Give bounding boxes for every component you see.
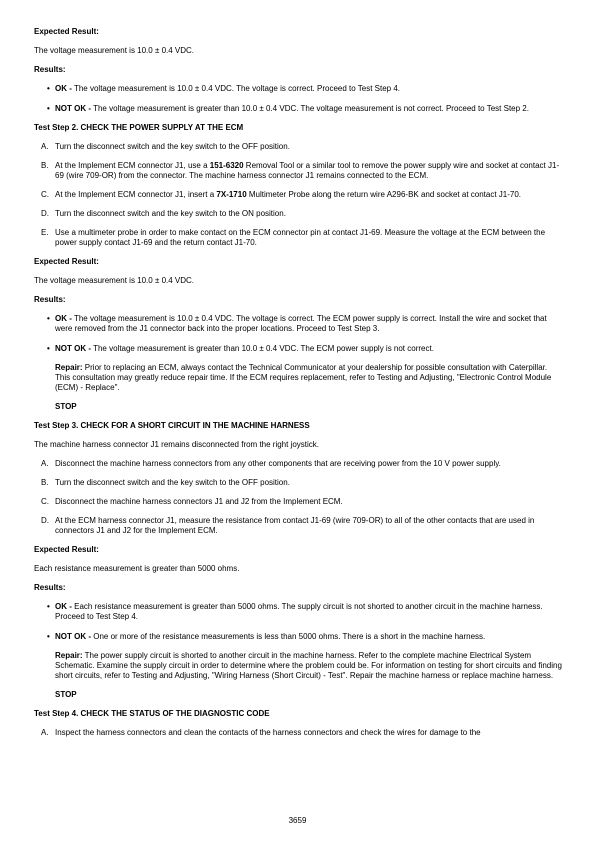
step4-item-a [34,728,562,738]
step3-item-c [34,497,562,507]
result-notok-text: The voltage measurement is greater than 10.0 ± 0.4 VDC. The voltage measurement is not correct. Proceed to Test Step 2. [91,104,529,113]
result-notok-text: The voltage measurement is greater than 10.0 ± 0.4 VDC. The ECM power supply is not correct. [91,344,434,353]
expected-result-heading: Expected Result: [34,27,99,36]
result-notok-text: One or more of the resistance measurements is less than 5000 ohms. There is a short in the machine harness. [91,632,486,641]
step4-procedure-list [34,728,562,738]
page-content [34,27,562,738]
step3-item-d [34,516,562,536]
expected-result-text: The voltage measurement is 10.0 ± 0.4 VDC. [34,276,195,285]
step-text: Disconnect the machine harness connectors J1 and J2 from the Implement ECM. [55,497,343,506]
expected-result-heading: Expected Result: [34,545,99,554]
result-ok-label: OK - [55,602,72,611]
result-ok-label: OK - [55,84,72,93]
result-notok-label: NOT OK - [55,632,91,641]
stop-label: STOP [55,402,77,411]
repair-note [34,651,562,681]
expected-result-text: The voltage measurement is 10.0 ± 0.4 VDC. [34,46,195,55]
bullet-icon: • [47,104,50,113]
part-number: 7X-1710 [216,190,247,199]
step3-procedure-list [34,459,562,536]
repair-text: The power supply circuit is shorted to another circuit in the machine harness. Refer to the complete machine Electrical System Schematic. Examine the supply circuit in order to determine where the problem could be. For information on testing for short circuits and finding short circuits, refer to Testing and Adjusting, "Wiring Harness (Short Circuit) - Test". Repair the machine harness or replace machine harness. [55,651,562,680]
step2-procedure-list [34,142,562,248]
step2-item-b [34,161,562,181]
step-letter: E. [41,228,49,237]
step-letter: A. [41,728,49,737]
step3-heading: Test Step 3. CHECK FOR A SHORT CIRCUIT IN THE MACHINE HARNESS [34,421,310,430]
result-notok-item [34,632,562,642]
bullet-icon: • [47,314,50,323]
bullet-icon: • [47,84,50,93]
step2-item-d [34,209,562,219]
page-number: 3659 [288,816,307,825]
result-ok-text: Each resistance measurement is greater than 5000 ohms. The supply circuit is not shorted to another circuit in the machine harness. Proceed to Test Step 4. [55,602,543,621]
bullet-icon: • [47,632,50,641]
step-text-pre: At the Implement ECM connector J1, insert a [55,190,217,199]
step-letter: A. [41,459,49,468]
result-ok-text: The voltage measurement is 10.0 ± 0.4 VDC. The voltage is correct. Proceed to Test Step 4. [71,84,401,93]
step-text: Turn the disconnect switch and the key switch to the OFF position. [55,478,290,487]
step-text-post: Multimeter Probe along the return wire A296-BK and socket at contact J1-70. [246,190,522,199]
results-list [34,84,562,114]
results-heading: Results: [34,65,66,74]
step2-item-e [34,228,562,248]
result-notok-label: NOT OK - [55,344,91,353]
repair-label: Repair: [55,651,83,660]
step3-item-b [34,478,562,488]
result-notok-item [34,344,562,354]
step-letter: D. [41,516,49,525]
step-letter: C. [41,190,49,199]
step-letter: C. [41,497,49,506]
step3-intro: The machine harness connector J1 remains disconnected from the right joystick. [34,440,320,449]
stop-label: STOP [55,690,77,699]
expected-result-text: Each resistance measurement is greater than 5000 ohms. [34,564,240,573]
step-text: Use a multimeter probe in order to make contact on the ECM connector pin at contact J1-69. Measure the voltage at the ECM between the power supply contact J1-69 and the return contact J1-70. [55,228,546,247]
bullet-icon: • [47,344,50,353]
repair-label: Repair: [55,363,83,372]
result-notok-label: NOT OK - [55,104,91,113]
part-number: 151-6320 [209,161,244,170]
expected-result-heading: Expected Result: [34,257,99,266]
bullet-icon: • [47,602,50,611]
result-ok-item [34,84,562,94]
step3-item-a [34,459,562,469]
step-text: Turn the disconnect switch and the key switch to the ON position. [55,209,286,218]
step2-item-a [34,142,562,152]
step-text: Turn the disconnect switch and the key switch to the OFF position. [55,142,290,151]
step-text-post: Removal Tool or a similar tool to remove the power supply wire and socket at contact J1-69 (wire 709-OR) from the connector. The machine harness connector J1 remains connected to the ECM. [55,161,560,180]
step-text: At the ECM harness connector J1, measure the resistance from contact J1-69 (wire 709-OR) to all of the other contacts that are used in connectors J1 and J2 for the Implement ECM. [55,516,535,535]
step-letter: B. [41,478,49,487]
step2-heading: Test Step 2. CHECK THE POWER SUPPLY AT THE ECM [34,123,244,132]
step-letter: B. [41,161,49,170]
step4-heading: Test Step 4. CHECK THE STATUS OF THE DIAGNOSTIC CODE [34,709,270,718]
step-text-pre: At the Implement ECM connector J1, use a [55,161,210,170]
repair-note [34,363,562,393]
results-heading: Results: [34,295,66,304]
step-letter: A. [41,142,49,151]
result-notok-item [34,104,562,114]
result-ok-text: The voltage measurement is 10.0 ± 0.4 VDC. The voltage is correct. The ECM power supply is correct. Install the wire and socket that were removed from the J1 connector back into the proper locations. Proceed to Test Step 3. [55,314,547,333]
result-ok-item [34,602,562,622]
result-ok-item [34,314,562,334]
step-letter: D. [41,209,49,218]
result-ok-label: OK - [55,314,72,323]
step-text: Inspect the harness connectors and clean the contacts of the harness connectors and check the wires for damage to the [55,728,481,737]
step-text: Disconnect the machine harness connectors from any other components that are receiving power from the 10 V power supply. [55,459,501,468]
results-heading: Results: [34,583,66,592]
repair-text: Prior to replacing an ECM, always contact the Technical Communicator at your dealership for possible consultation with Caterpillar. This consultation may greatly reduce repair time. If the ECM requires replacement, refer to Testing and Adjusting, "Electronic Control Module (ECM) - Replace". [55,363,552,392]
results-list [34,602,562,642]
step2-item-c [34,190,562,200]
results-list [34,314,562,354]
